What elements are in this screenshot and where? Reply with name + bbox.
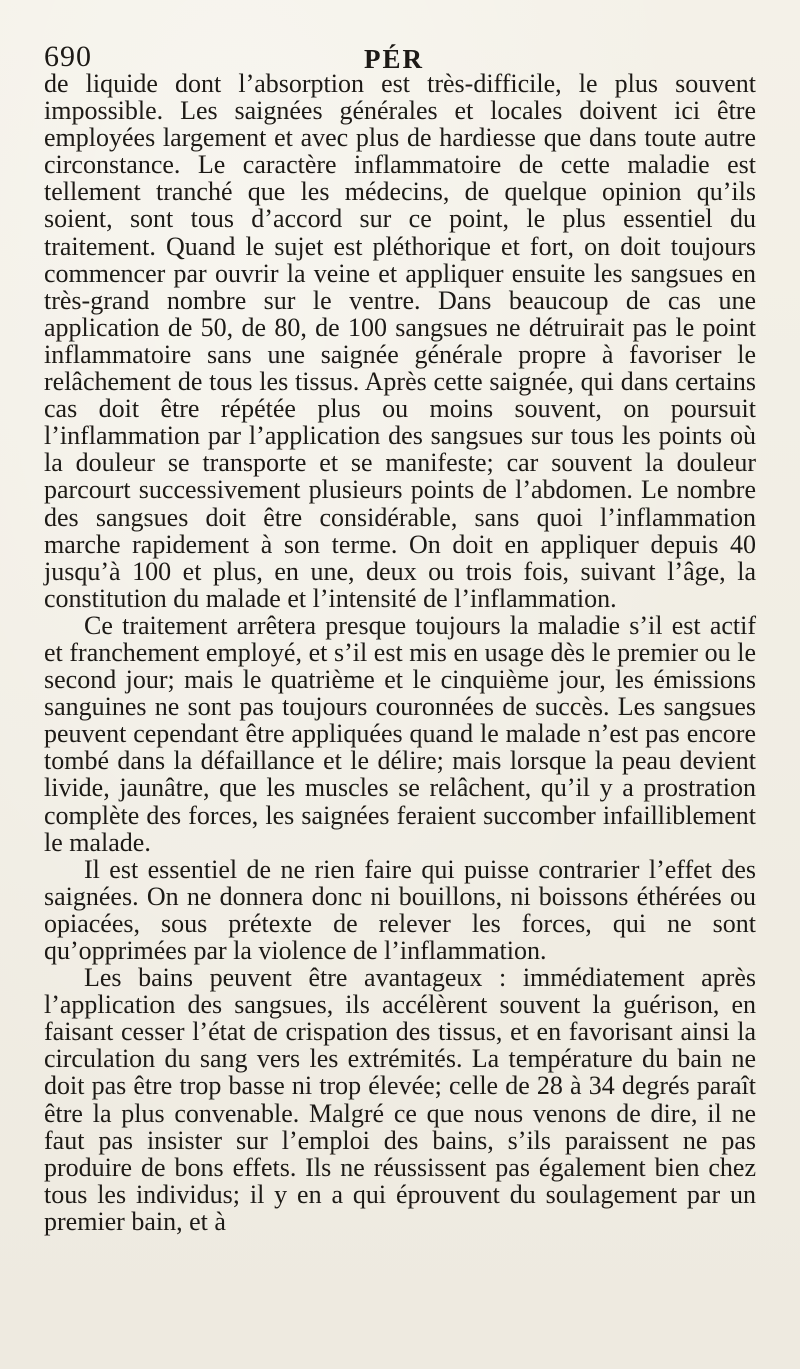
body-text	[44, 70, 756, 1235]
paragraph-bains: Les bains peuvent être avantageux : immédiatement après l’application des sangsues, ils accélèrent souvent la guérison, en faisant cesser l’état de crispation des tissus, et en favorisant ainsi la circulation du sang vers les extrémités. La température du bain ne doit pas être trop basse ni trop élevée; celle de 28 à 34 degrés paraît être la plus convenable. Malgré ce que nous venons de dire, il ne faut pas insister sur l’emploi des bains, s’ils paraissent ne pas produire de bons effets. Ils ne réussissent pas également bien chez tous les individus; il y en a qui éprouvent du soulagement par un premier bain, et à	[44, 963, 756, 1236]
page-number: 690	[44, 40, 92, 73]
paragraph-saignees: Il est essentiel de ne rien faire qui puisse contrarier l’effet des saignées. On ne donnera donc ni bouillons, ni boissons éthérées ou opiacées, sous prétexte de relever les forces, qui ne sont qu’opprimées par la violence de l’inflammation.	[44, 854, 756, 965]
running-header	[44, 30, 756, 74]
running-title: PÉR	[364, 44, 424, 74]
paragraph-continuation: de liquide dont l’absorption est très-difficile, le plus souvent impossible. Les saignées générales et locales doivent ici être employées largement et avec plus de hardiesse que dans toute autre circonstance. Le caractère inflammatoire de cette maladie est tellement tranché que les médecins, de quelque opinion qu’ils soient, sont tous d’accord sur ce point, le plus essentiel du traitement. Quand le sujet est pléthorique et fort, on doit toujours commencer par ouvrir la veine et appliquer ensuite les sangsues en très-grand nombre sur le ventre. Dans beaucoup de cas une application de 50, de 80, de 100 sangsues ne détruirait pas le point inflammatoire sans une saignée générale propre à favoriser le relâchement de tous les tissus. Après cette saignée, qui dans certains cas doit être répétée plus ou moins souvent, on poursuit l’inflammation par l’application des sangsues sur tous les points où la douleur se transporte et se manifeste; car souvent la douleur parcourt successivement plusieurs points de l’abdomen. Le nombre des sangsues doit être considérable, sans quoi l’inflammation marche rapidement à son terme. On doit en appliquer depuis 40 jusqu’à 100 et plus, en une, deux ou trois fois, suivant l’âge, la constitution du malade et l’intensité de l’inflammation.	[44, 69, 756, 613]
paragraph-treatment: Ce traitement arrêtera presque toujours la maladie s’il est actif et franchement employé, et s’il est mis en usage dès le premier ou le second jour; mais le quatrième et le cinquième jour, les émissions sanguines ne sont pas toujours couronnées de succès. Les sangsues peuvent cependant être appliquées quand le malade n’est pas encore tombé dans la défaillance et le délire; mais lorsque la peau devient livide, jaunâtre, que les muscles se relâchent, qu’il y a prostration complète des forces, les saignées feraient succomber infailliblement le malade.	[44, 610, 756, 857]
